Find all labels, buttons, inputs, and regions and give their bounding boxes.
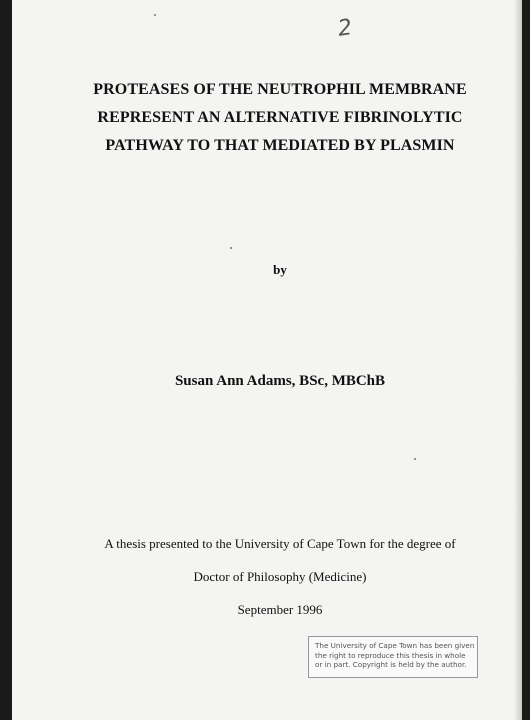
degree-name: Doctor of Philosophy (Medicine) xyxy=(193,569,367,584)
handwritten-page-number: 2 xyxy=(336,15,354,42)
stamp-line-3: or in part. Copyright is held by the author. xyxy=(315,660,467,669)
thesis-statement: A thesis presented to the University of Cape Town for the degree of xyxy=(104,536,456,551)
scan-speck xyxy=(154,14,156,16)
by-label: by xyxy=(273,262,287,277)
scan-speck xyxy=(230,247,232,249)
scan-speck xyxy=(414,458,416,460)
document-page xyxy=(12,0,522,720)
thesis-title xyxy=(12,76,522,160)
title-line-3: PATHWAY TO THAT MEDIATED BY PLASMIN xyxy=(105,137,455,154)
author-name: Susan Ann Adams, BSc, MBChB xyxy=(174,373,386,389)
stamp-line-2: the right to reproduce this thesis in whole xyxy=(315,650,466,660)
submission-date: September 1996 xyxy=(237,602,323,617)
title-line-2: REPRESENT AN ALTERNATIVE FIBRINOLYTIC xyxy=(97,109,463,126)
stamp-line-1: The University of Cape Town has been given xyxy=(315,641,475,650)
title-line-1: PROTEASES OF THE NEUTROPHIL MEMBRANE xyxy=(93,81,467,98)
copyright-stamp xyxy=(308,636,478,678)
